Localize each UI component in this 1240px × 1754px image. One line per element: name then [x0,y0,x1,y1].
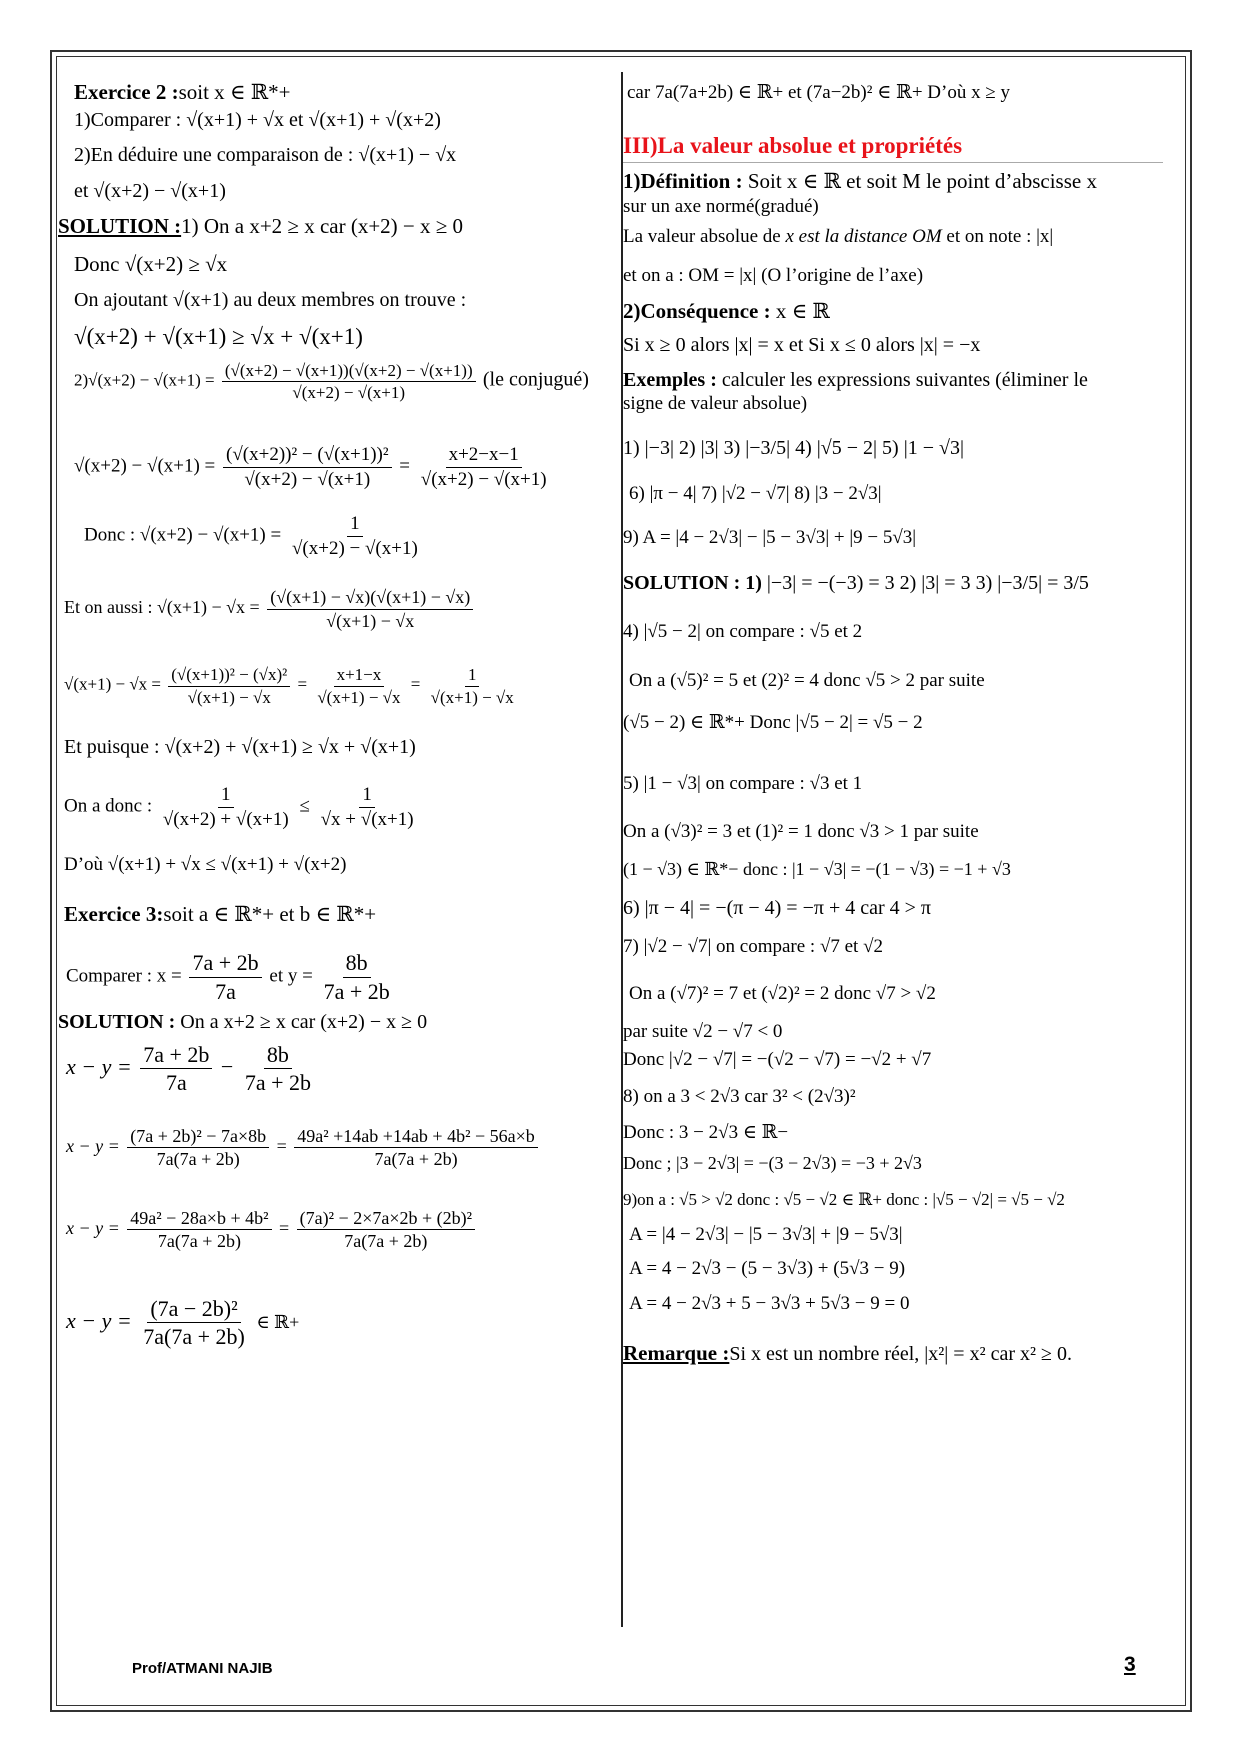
solution-3-text: On a x+2 ≥ x car (x+2) − x ≥ 0 [180,1011,428,1034]
solution-donc-1: Donc √(x+2) ≥ √x [74,252,228,277]
solution-5a: 5) |1 − √3| on compare : √3 et 1 [623,772,863,794]
xy3-d1: 7a(7a + 2b) [157,1231,241,1252]
xy1-d2: 7a + 2b [244,1070,311,1096]
consequence-label: 2)Conséquence : [623,298,771,323]
adonc-prefix: On a donc : [64,796,153,817]
x-fraction [189,949,261,1005]
exercise-3-title: Exercice 3: [64,902,164,927]
right-solution-1: |−3| = −(−3) = 3 2) |3| = 3 3) |−3/5| = 3/5 [761,571,1089,594]
adonc-fraction-2 [318,783,417,832]
xy3-n2: (7a)² − 2×7a×2b + (2b)² [297,1207,475,1231]
step2-denominator: √(x+2) − √(x+1) [292,383,405,403]
xy3-fraction-2 [297,1207,475,1253]
step2-fraction [222,360,476,404]
adonc-den1: √(x+2) + √(x+1) [162,809,289,831]
adonc-den2: √x + √(x+1) [320,809,414,831]
solution-4c: (√5 − 2) ∈ ℝ*+ Donc |√5 − 2| = √5 − 2 [623,712,923,734]
eq5-num1: (√(x+1))² − (√x)² [168,664,290,686]
solution-4a: 4) |√5 − 2| on compare : √5 et 2 [623,621,863,643]
comparer-prefix: Comparer : x = [66,965,182,987]
exercise-3-text: soit a ∈ ℝ*+ et b ∈ ℝ*+ [163,902,377,927]
xy2-lhs: x − y = [66,1135,120,1156]
xy2-fraction-1 [127,1125,269,1171]
puisque-line: Et puisque : √(x+2) + √(x+1) ≥ √x + √(x+1) [64,735,416,758]
eq5-num3: 1 [465,664,480,686]
left-column [58,70,618,1351]
xy2-d1: 7a(7a + 2b) [156,1149,240,1170]
solution-7d: Donc |√2 − √7| = −(√2 − √7) = −√2 + √7 [623,1049,932,1071]
solution-9d: A = 4 − 2√3 + 5 − 3√3 + 5√3 − 9 = 0 [629,1292,910,1314]
examples-list-2: 6) |π − 4| 7) |√2 − √7| 8) |3 − 2√3| [629,482,882,504]
remark-label: Remarque : [623,1341,730,1366]
definition-text-2: sur un axe normé(gradué) [623,195,819,217]
xy4-lhs: x − y = [66,1307,132,1333]
donc2-num: 1 [347,512,363,537]
eq5-num2: x+1−x [334,664,385,686]
step2-suffix: (le conjugué) [482,368,589,391]
definition-label: 1)Définition : [623,169,743,193]
section-rule [623,162,1163,163]
right-solution-label: SOLUTION : 1) [623,571,762,594]
x-den: 7a [215,978,236,1004]
equation-3: √(x+2) − √(x+1) = $\frac{\text{(√(x+2))² − (√(x+1))²}}{√(x+2) - √(x+1)}$ = $\frac{x+2-x-1}{√(x+2) - √(x+1)}$ [74,443,618,492]
definition-text: Soit x ∈ ℝ et soit M le point d’abscisse x [742,169,1097,193]
eq3-fraction-2 [418,443,550,492]
definition-text-3c: et on note : |x| [941,226,1054,248]
examples-text: calculer les expressions suivantes (éliminer le [716,369,1088,392]
solution-5c: (1 − √3) ∈ ℝ*− donc : |1 − √3| = −(1 − √3) = −1 + √3 [623,859,1011,880]
eq3-den1: √(x+2) − √(x+1) [244,469,371,491]
xy4-suffix: ∈ ℝ+ [256,1311,300,1332]
remark-text: Si x est un nombre réel, |x²| = x² car x² ≥ 0. [729,1343,1072,1366]
eq5-lhs: √(x+1) − √x = [64,674,161,694]
eq5-den1: √(x+1) − √x [187,687,271,707]
step2-numerator: (√(x+2) − √(x+1))(√(x+2) − √(x+1)) [222,360,476,382]
xy1-n1: 7a + 2b [140,1041,212,1070]
xy-equation-2: x − y = $\frac{\text{(7a + 2b)² − 7a×8b}}{7a(7a + 2b)}$ = $\frac{\text{49a² +14ab +14ab + 4b² − 56a×b}}{7a(7a + 2b)}$ [66,1125,618,1171]
eq5-den2: √(x+1) − √x [317,687,401,707]
eq3-num1: (√(x+2))² − (√(x+1))² [223,443,392,468]
comparer-mid: et y = [269,965,313,987]
exercise-2-text: soit x ∈ ℝ*+ [178,80,291,104]
aussi-equation [64,586,618,632]
solution-3-label: SOLUTION : [58,1011,176,1034]
solution-step-2 [74,360,618,404]
consequence-text: x ∈ ℝ [770,298,830,323]
section-title-text: III)La valeur absolue et propriétés [623,133,963,159]
solution-9a: 9)on a : √5 > √2 donc : √5 − √2 ∈ ℝ+ donc : |√5 − √2| = √5 − √2 [623,1189,1065,1209]
exercise-2-title: Exercice 2 : [74,80,179,104]
step2-prefix: 2)√(x+2) − √(x+1) = [74,370,215,390]
y-fraction [321,949,393,1005]
xy1-fraction-2 [242,1041,314,1097]
solution-label: SOLUTION : [58,213,182,238]
solution-inequality-1: √(x+2) + √(x+1) ≥ √x + √(x+1) [74,323,363,349]
aussi-num: (√(x+1) − √x)(√(x+1) − √x) [267,586,473,610]
eq5-fraction-1 [168,664,290,708]
xy1-d1: 7a [165,1070,187,1096]
solution-7b: On a (√7)² = 7 et (√2)² = 2 donc √7 > √2 [629,982,936,1004]
car-line: car 7a(7a+2b) ∈ ℝ+ et (7a−2b)² ∈ ℝ+ D’où x ≥ y [627,82,1011,103]
solution-step-1: 1) On a x+2 ≥ x car (x+2) − x ≥ 0 [181,213,464,238]
ex2-question-1: 1)Comparer : √(x+1) + √x et √(x+1) + √(x+2) [74,108,441,131]
right-column [623,70,1178,1367]
ex2-question-2: 2)En déduire une comparaison de : √(x+1) − √x [74,144,457,167]
solution-8c: Donc ; |3 − 2√3| = −(3 − 2√3) = −3 + 2√3 [623,1152,922,1173]
footer-author: Prof/ATMANI NAJIB [132,1660,273,1677]
ex2-question-2b: et √(x+2) − √(x+1) [74,179,226,202]
solution-7c: par suite √2 − √7 < 0 [623,1021,783,1043]
dou-line: D’où √(x+1) + √x ≤ √(x+1) + √(x+2) [64,853,347,875]
solution-9b: A = |4 − 2√3| − |5 − 3√3| + |9 − 5√3| [629,1223,903,1245]
footer-page-number: 3 [1124,1653,1136,1676]
comparer-line [66,949,618,1005]
consequence-rule: Si x ≥ 0 alors |x| = x et Si x ≤ 0 alors |x| = −x [623,333,981,356]
definition-text-4: et on a : OM = |x| (O l’origine de l’axe) [623,264,924,286]
solution-6: 6) |π − 4| = −(π − 4) = −π + 4 car 4 > π [623,896,932,919]
xy4-d: 7a(7a + 2b) [143,1324,245,1350]
examples-list-1: 1) |−3| 2) |3| 3) |−3/5| 4) |√5 − 2| 5) |1 − √3| [623,437,964,460]
aussi-prefix: Et on aussi : √(x+1) − √x = [64,597,260,618]
definition-text-3a: La valeur absolue de [623,226,786,248]
xy4-n: (7a − 2b)² [147,1295,240,1324]
xy-equation-1: x − y = $\frac{7a + 2b}{7a}$ − $\frac{8b}{7a + 2b}$ [66,1041,618,1097]
xy-equation-3: x − y = $\frac{\text{49a² − 28a×b + 4b²}}{7a(7a + 2b)}$ = $\frac{\text{(7a)² − 2×7a×2b + (2b)²}}{7a(7a + 2b)}$ [66,1207,618,1253]
xy2-d2: 7a(7a + 2b) [374,1149,458,1170]
solution-5b: On a (√3)² = 3 et (1)² = 1 donc √3 > 1 par suite [623,820,979,842]
solution-ajout: On ajoutant √(x+1) au deux membres on trouve : [74,289,467,312]
xy2-fraction-2 [294,1125,538,1171]
solution-7a: 7) |√2 − √7| on compare : √7 et √2 [623,936,884,958]
donc-2 [84,512,618,561]
y-num: 8b [343,949,371,978]
adonc-num1: 1 [218,783,234,808]
xy1-n2: 8b [264,1041,292,1070]
eq3-num2: x+2−x−1 [446,443,522,468]
section-title [623,132,1178,160]
examples-list-3: 9) A = |4 − 2√3| − |5 − 3√3| + |9 − 5√3| [623,527,917,549]
adonc-fraction-1 [160,783,292,832]
donc2-den: √(x+2) − √(x+1) [291,537,418,559]
xy-equation-4 [66,1295,618,1351]
eq5-fraction-2 [314,664,403,708]
xy3-n1: 49a² − 28a×b + 4b² [127,1207,271,1231]
definition-text-3 [623,226,1178,248]
y-den: 7a + 2b [323,978,390,1004]
examples-label: Exemples : [623,369,717,392]
aussi-fraction [267,586,473,632]
xy1-lhs: x − y = [66,1053,132,1079]
donc2-fraction [289,512,421,561]
aussi-den: √(x+1) − √x [326,610,415,631]
eq3-lhs: √(x+2) − √(x+1) = [74,455,216,477]
eq5-fraction-3 [428,664,517,708]
xy1-fraction-1 [140,1041,212,1097]
adonc-num2: 1 [359,783,375,808]
solution-4b: On a (√5)² = 5 et (2)² = 4 donc √5 > 2 par suite [629,669,985,691]
eq5-den3: √(x+1) − √x [430,687,514,707]
solution-8b: Donc : 3 − 2√3 ∈ ℝ− [623,1122,789,1144]
xy4-fraction [140,1295,248,1351]
xy3-fraction-1 [127,1207,271,1253]
solution-8a: 8) on a 3 < 2√3 car 3² < (2√3)² [623,1085,856,1107]
equation-5: √(x+1) − √x = $\frac{\text{(√(x+1))² − (√x)²}}{√(x+1) - √x}$ = $\frac{x+1-x}{√(x+1) - √x}$ = $\frac{1}{√(x+1) - √x}$ [64,664,618,708]
eq3-fraction-1 [223,443,392,492]
xy3-d2: 7a(7a + 2b) [344,1231,428,1252]
solution-9c: A = 4 − 2√3 − (5 − 3√3) + (5√3 − 9) [629,1258,906,1280]
definition-text-3b: x est la distance OM [785,226,942,248]
eq3-den2: √(x+2) − √(x+1) [420,469,547,491]
adonc-line: On a donc : $\frac{1}{√(x+2) + √(x+1)}$ ≤ $\frac{1}{√x + √(x+1)}$ [64,783,618,832]
x-num: 7a + 2b [189,949,261,978]
xy2-n2: 49a² +14ab +14ab + 4b² − 56a×b [294,1125,538,1149]
xy2-n1: (7a + 2b)² − 7a×8b [127,1125,269,1149]
examples-text-2: signe de valeur absolue) [623,392,808,414]
xy3-lhs: x − y = [66,1217,120,1238]
donc2-prefix: Donc : √(x+2) − √(x+1) = [84,524,282,546]
